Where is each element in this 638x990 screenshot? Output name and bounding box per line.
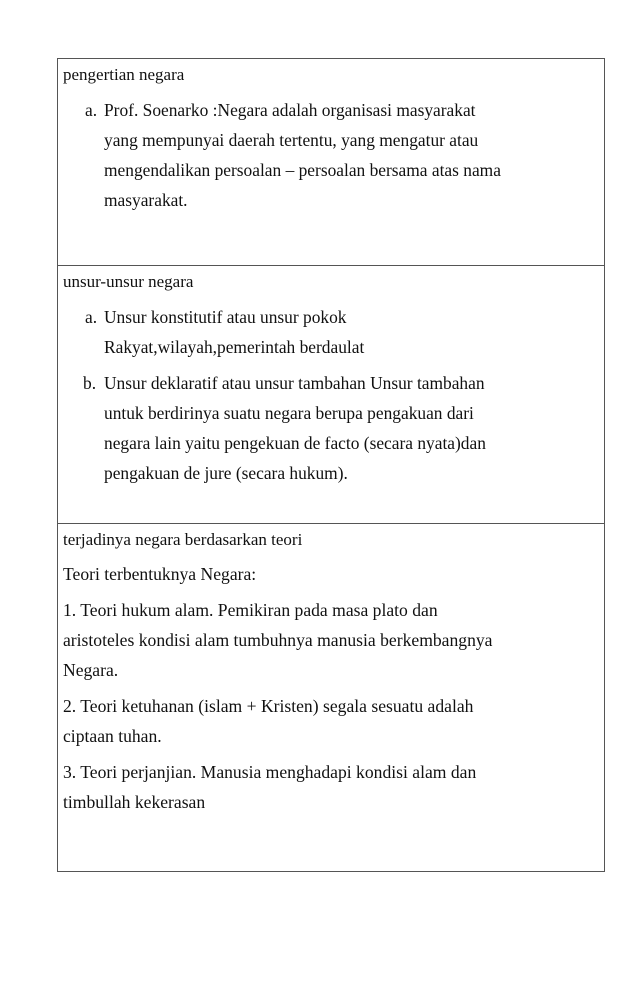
list-item-line: mengendalikan persoalan – persoalan bersama atas nama <box>104 160 501 180</box>
paragraph-line: aristoteles kondisi alam tumbuhnya manusia berkembangnya <box>63 630 493 650</box>
paragraph <box>63 691 600 751</box>
list-item-line: negara lain yaitu pengekuan de facto (secara nyata)dan <box>104 433 486 453</box>
list-item <box>63 302 600 362</box>
table-row-unsur-negara <box>58 265 604 523</box>
list-item <box>63 95 600 215</box>
paragraph-line: Negara. <box>63 660 119 680</box>
paragraph-line: timbullah kekerasan <box>63 792 206 812</box>
list-marker: b. <box>83 373 97 393</box>
paragraph <box>63 757 600 817</box>
paragraph-line: 1. Teori hukum alam. Pemikiran pada masa plato dan <box>63 600 438 620</box>
content-table <box>57 58 605 872</box>
list-item <box>63 368 600 488</box>
list-marker: a. <box>85 100 98 120</box>
list-item-line: masyarakat. <box>104 190 188 210</box>
paragraph <box>63 595 600 685</box>
list-item-line: Unsur konstitutif atau unsur pokok <box>104 307 347 327</box>
paragraph-line: Teori terbentuknya Negara: <box>63 564 257 584</box>
paragraph-line: ciptaan tuhan. <box>63 726 162 746</box>
paragraph-line: 3. Teori perjanjian. Manusia menghadapi kondisi alam dan <box>63 762 477 782</box>
table-row-terjadinya-negara <box>58 523 604 871</box>
section-heading: pengertian negara <box>63 65 185 84</box>
list-item-line: Rakyat,wilayah,pemerintah berdaulat <box>104 337 365 357</box>
table-row-pengertian-negara <box>58 59 604 265</box>
paragraph <box>63 559 600 589</box>
list-item-line: pengakuan de jure (secara hukum). <box>104 463 348 483</box>
list-item-line: yang mempunyai daerah tertentu, yang mengatur atau <box>104 130 479 150</box>
list-marker: a. <box>85 307 98 327</box>
list-item-line: Prof. Soenarko :Negara adalah organisasi masyarakat <box>104 100 476 120</box>
list-item-line: Unsur deklaratif atau unsur tambahan Unsur tambahan <box>104 373 485 393</box>
definition-list <box>63 95 600 215</box>
list-item-line: untuk berdirinya suatu negara berupa pengakuan dari <box>104 403 474 423</box>
paragraph-line: 2. Teori ketuhanan (islam + Kristen) segala sesuatu adalah <box>63 696 474 716</box>
section-heading: unsur-unsur negara <box>63 272 194 291</box>
elements-list <box>63 302 600 488</box>
section-heading: terjadinya negara berdasarkan teori <box>63 530 303 549</box>
